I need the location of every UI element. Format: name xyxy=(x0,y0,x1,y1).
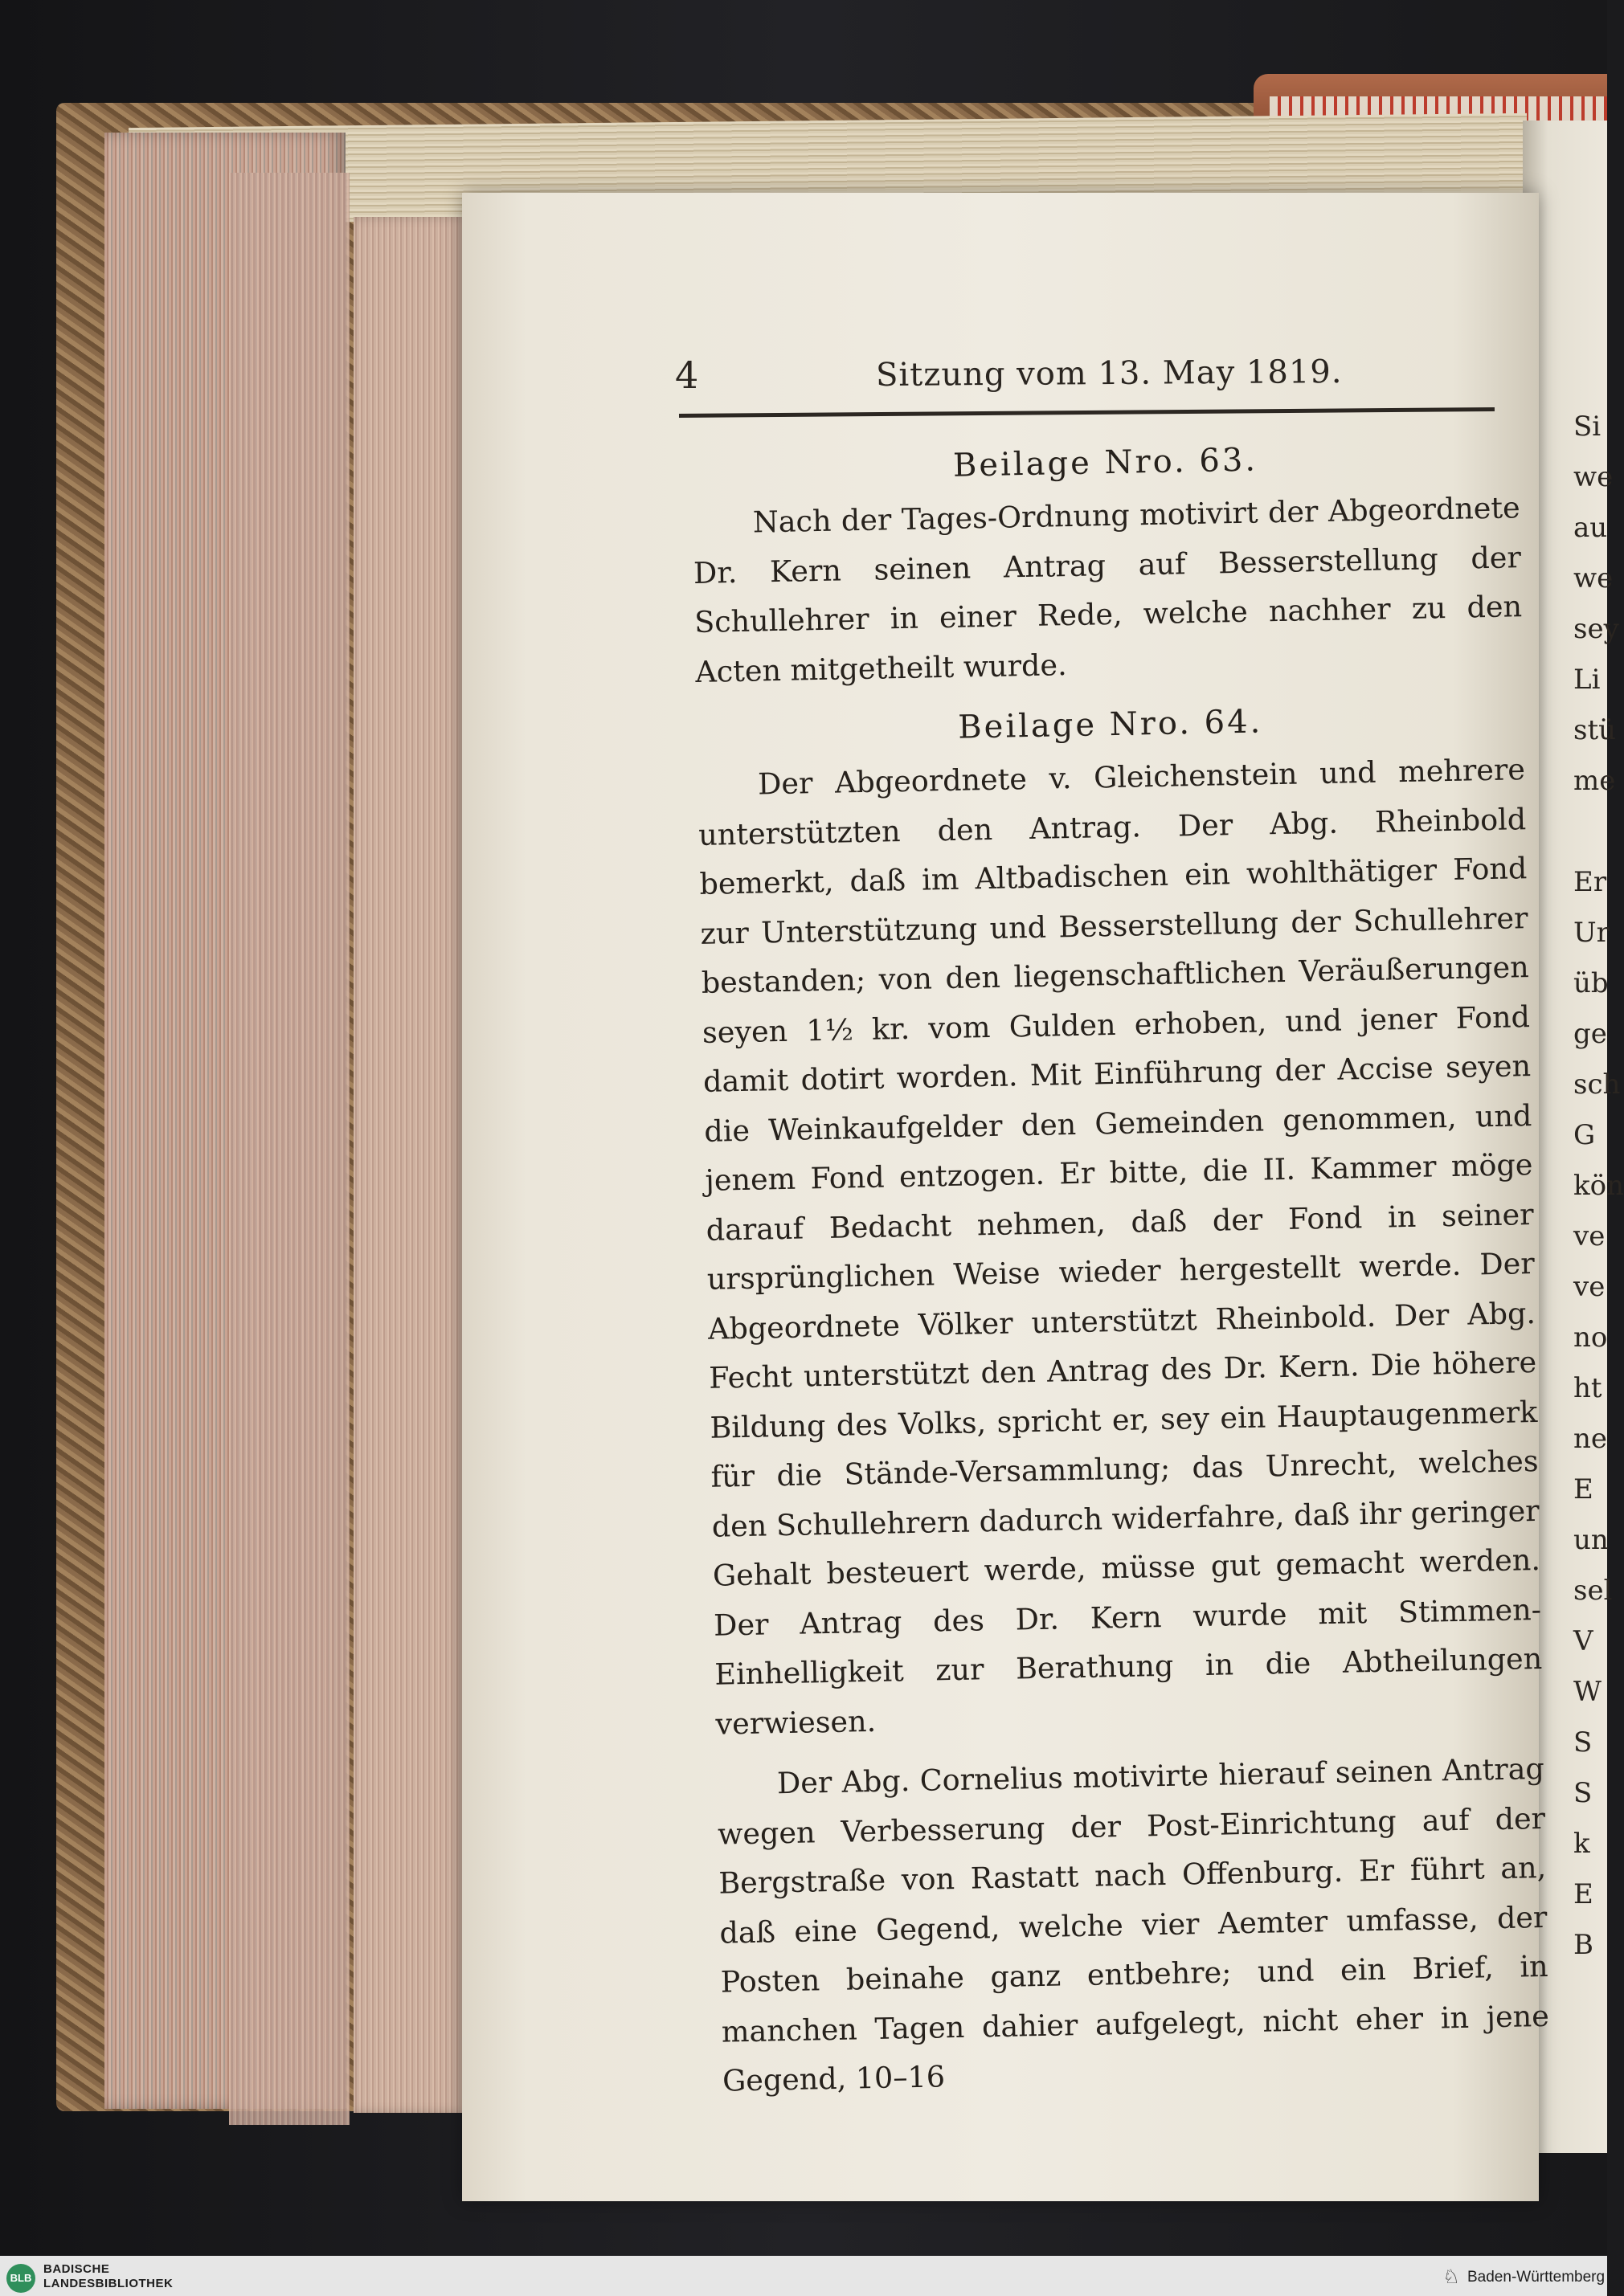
section-beilage-63 xyxy=(691,430,1524,697)
library-name-line1: BADISCHE xyxy=(43,2262,110,2276)
section-beilage-64 xyxy=(696,692,1550,2106)
page-text xyxy=(691,430,1551,2117)
page-block-fore-edge-inner xyxy=(229,173,350,2125)
page-block-fore-edge-near xyxy=(354,217,466,2113)
library-name xyxy=(43,2262,173,2291)
running-title: Sitzung vom 13. May 1819. xyxy=(875,353,1343,394)
paragraph: Nach der Tages-Ordnung motivirt der Abgeordnete Dr. Kern seinen Antrag auf Besserstellung der Schullehrer in einer Rede, welche nachher zu den Acten mitgetheilt wurde. xyxy=(693,490,1523,689)
section-heading: Beilage Nro. 64. xyxy=(957,703,1263,746)
page-number: 4 xyxy=(675,353,699,397)
section-heading: Beilage Nro. 63. xyxy=(952,441,1258,484)
partner-name: Baden-Württemberg xyxy=(1467,2269,1606,2286)
library-name-line2: LANDESBIBLIOTHEK xyxy=(43,2277,174,2290)
paragraph: Der Abg. Cornelius motivirte hierauf seinen Antrag wegen Verbesserung der Post-Einrichtung auf der Bergstraße von Rastatt nach Offenburg. Er führt an, daß eine Gegend, welche vier Aemter umfasse, der Posten beinahe ganz entbehre; und ein Brief, in manchen Tagen dahier aufgelegt, nicht eher in jene Gegend, 10–16 xyxy=(717,1751,1550,2098)
facing-page-text-fragments: Si we au we sey Li stü me Er Ur üb ge sch G kön ve ve no ht ne E un sel V W S S k E B xyxy=(1573,411,1624,1961)
stag-arms-icon: ♘ xyxy=(1442,2265,1460,2288)
footer-bar xyxy=(0,2256,1607,2296)
paragraph: Der Abgeordnete v. Gleichenstein und mehrere unterstützten den Antrag. Der Abg. Rheinbold bemerkt, daß im Altbadischen ein wohlthätiger Fond zur Unterstützung und Besserstellung der Schullehrer bestanden; von den liegenschaftlichen Veräußerungen seyen 1½ kr. vom Gulden erhoben, und jener Fond damit dotirt worden. Mit Einführung der Accise seyen die Weinkaufgelder den Gemeinden genommen, und jenem Fond entzogen. Er bitte, die II. Kammer möge darauf Bedacht nehmen, daß der Fond in seiner ursprünglichen Weise wieder hergestellt werde. Der Abgeordnete Völker unterstützt Rheinbold. Der Abg. Fecht unterstützt den Antrag des Dr. Kern. Die höhere Bildung des Volks, spricht er, sey ein Hauptaugenmerk für die Stände-Versammlung; das Unrecht, welches den Schullehrern dadurch widerfahre, daß ihr geringer Gehalt besteuert werde, müsse gut gemacht werden. Der Antrag des Dr. Kern wurde mit Stimmen-Einhelligkeit zur Berathung in die Abtheilungen verwiesen. xyxy=(697,752,1543,1742)
blb-logo-icon: BLB xyxy=(6,2264,35,2293)
